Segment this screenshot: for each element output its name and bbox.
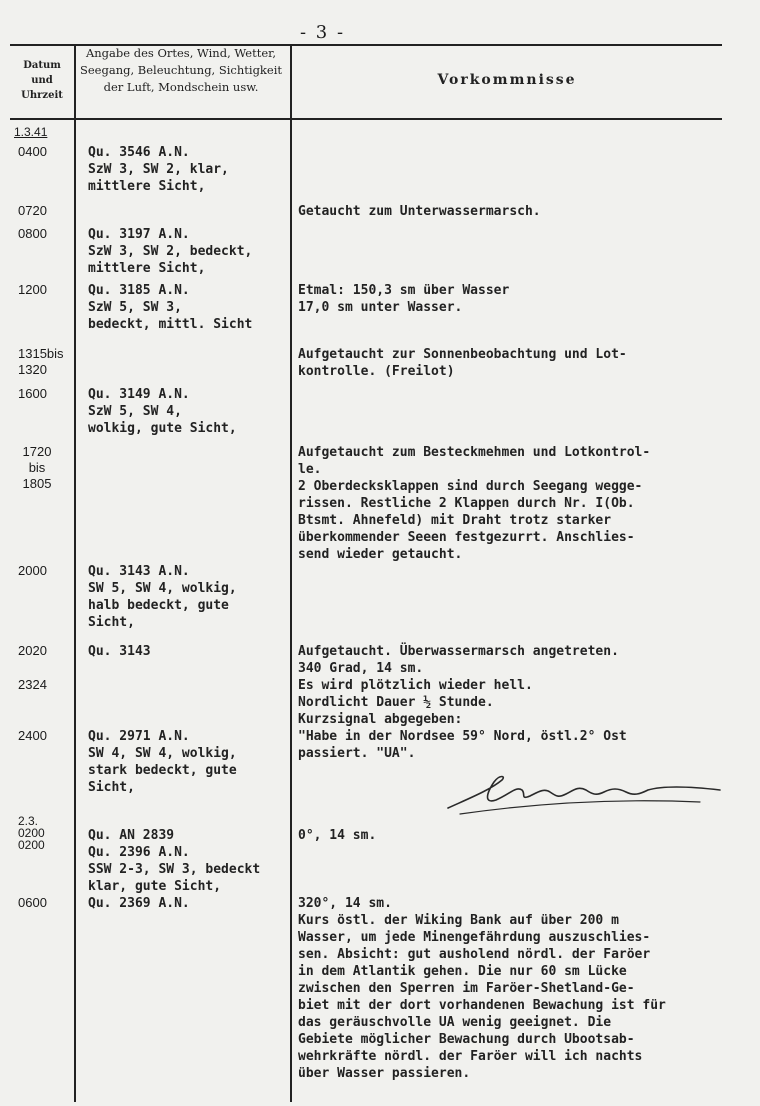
date-heading: 1.3.41 <box>14 125 48 139</box>
entry-time: 2000 <box>18 563 47 578</box>
header-place-column: Angabe des Ortes, Wind, Wetter, Seegang, Beleuchtung, Sichtigkeit der Luft, Mondschein usw. <box>79 46 283 94</box>
entry-time: 1200 <box>18 282 47 297</box>
entry-time: 2.3. 0200 0200 <box>18 814 45 852</box>
entry-time: 2324 <box>18 677 47 692</box>
entry-place: Qu. 3185 A.N. SzW 5, SW 3, bedeckt, mittl. Sicht <box>88 283 253 332</box>
entry-place: Qu. 3197 A.N. SzW 3, SW 2, bedeckt, mittlere Sicht, <box>88 227 253 276</box>
entry-event: 320°, 14 sm. Kurs östl. der Wiking Bank auf über 200 m Wasser, um jede Minengefährdung auszuschlies- sen. Absicht: gut ausholend nördl. der Faröer in dem Atlantik gehen. Die nur 60 sm Lücke zwischen den Sperren im Faröer-Shetland-Ge- biet mit der dort vorhandenen Bewachung ist für das geräuschvolle UA wenig geeignet. Die Gebiete möglicher Bewachung durch Ubootsab- wehrkräfte nördl. der Faröer will ich nachts über Wasser passieren. <box>298 896 666 1081</box>
entry-time: 1720 bis 1805 <box>22 444 52 491</box>
entry-event: Es wird plötzlich wieder hell. Nordlicht Dauer ½ Stunde. Kurzsignal abgegeben: <box>298 678 533 727</box>
entry-place: Qu. 3546 A.N. SzW 3, SW 2, klar, mittlere Sicht, <box>88 145 229 194</box>
entry-time: 2400 <box>18 728 47 743</box>
entry-event: Aufgetaucht zur Sonnenbeobachtung und Lot- kontrolle. (Freilot) <box>298 347 627 379</box>
entry-event: Aufgetaucht zum Besteckmehmen und Lotkontrol- le. 2 Oberdecksklappen sind durch Seegang wegge- rissen. Restliche 2 Klappen durch Nr. I(Ob. Btsmt. Ahnefeld) mit Draht trotz starker überkommender Seeen festgezurrt. Anschlies- send wieder getaucht. <box>298 445 651 562</box>
entry-time: 2020 <box>18 643 47 658</box>
entry-time: 1600 <box>18 386 47 401</box>
header-date-column: Datum und Uhrzeit <box>21 60 63 101</box>
entry-place: Qu. 2971 A.N. SW 4, SW 4, wolkig, stark bedeckt, gute Sicht, <box>88 729 237 795</box>
entry-event: 0°, 14 sm. <box>298 828 377 843</box>
entry-place: Qu. 2369 A.N. <box>88 896 190 911</box>
page-number: - 3 - <box>300 22 346 43</box>
entry-place: Qu. AN 2839 Qu. 2396 A.N. SSW 2-3, SW 3, bedeckt klar, gute Sicht, <box>88 828 261 894</box>
entry-event: "Habe in der Nordsee 59° Nord, östl.2° Ost passiert. "UA". <box>298 729 627 761</box>
entry-place: Qu. 3143 A.N. SW 5, SW 4, wolkig, halb bedeckt, gute Sicht, <box>88 564 237 630</box>
header-rule <box>10 118 722 120</box>
entry-time: 0600 <box>18 895 47 910</box>
entry-time: 1315bis 1320 <box>18 346 64 377</box>
entry-event: Etmal: 150,3 sm über Wasser 17,0 sm unter Wasser. <box>298 283 510 315</box>
entry-place: Qu. 3143 <box>88 644 151 659</box>
entry-time: 0800 <box>18 226 47 241</box>
entry-time: 0400 <box>18 144 47 159</box>
entry-time: 0720 <box>18 203 47 218</box>
entry-place: Qu. 3149 A.N. SzW 5, SW 4, wolkig, gute Sicht, <box>88 387 237 436</box>
handwritten-signature <box>440 768 730 818</box>
entry-event: Aufgetaucht. Überwassermarsch angetreten. 340 Grad, 14 sm. <box>298 644 619 676</box>
header-events-column: Vorkommnisse <box>437 72 577 88</box>
entry-event: Getaucht zum Unterwassermarsch. <box>298 204 541 219</box>
